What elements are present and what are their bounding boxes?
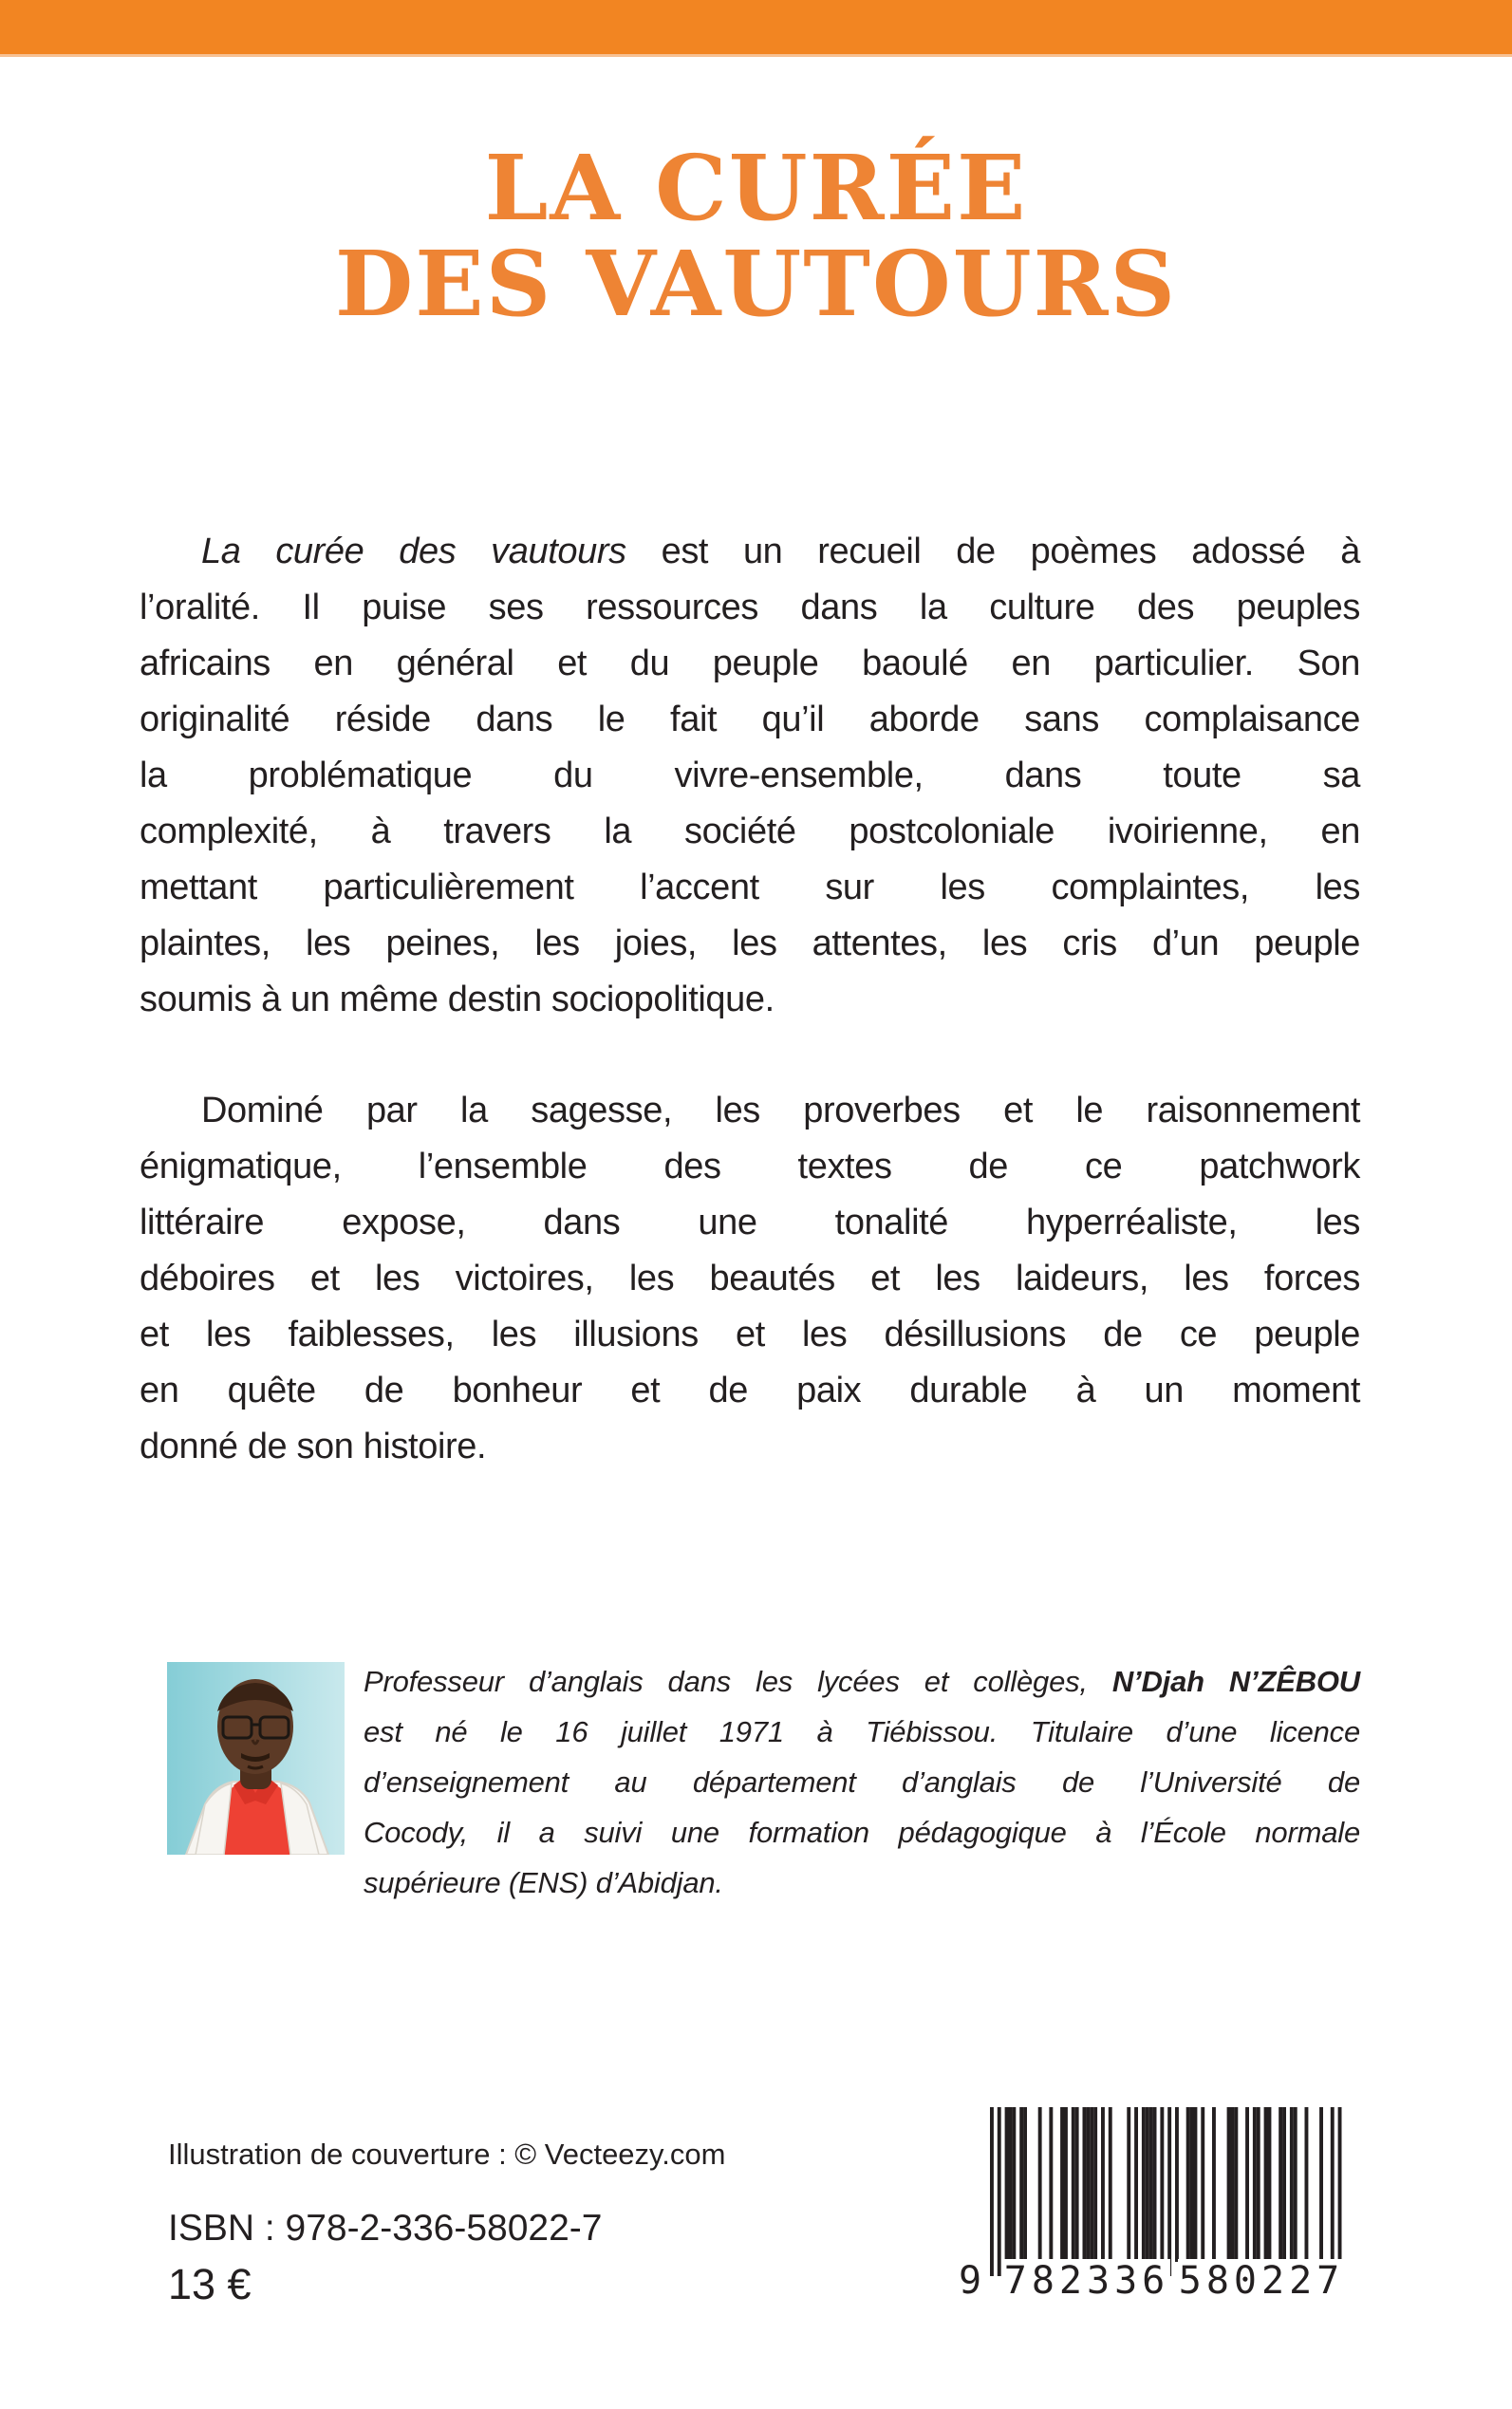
book-title-line1: LA CURÉE <box>484 136 1028 241</box>
book-title-line2: DES VAUTOURS <box>334 232 1178 337</box>
author-portrait-image <box>167 1662 345 1855</box>
barcode-digit-lead: 9 <box>959 2259 989 2303</box>
author-bio: Professeur d’anglais dans les lycées et collèges, N’Djah N’ZÊBOU est né le 16 juillet 1971 à Tiébissou. Titulaire d’une licence d’enseignement au département d’anglais de l’Université de Cocody, il a suivi une formation pédagogique à l’École normale supérieure (ENS) d’Abidjan. <box>364 1665 1360 1899</box>
barcode-digits <box>959 2259 1348 2302</box>
synopsis-paragraph-1: La curée des vautours est un recueil de poèmes adossé à l’oralité. Il puise ses ressources dans la culture des peuples africains en général et du peuple baoulé en particulier. Son originalité réside dans le fait qu’il aborde sans complaisance la problématique du vivre-ensemble, dans toute sa complexité, à travers la société postcoloniale ivoirienne, en mettant particulièrement l’accent sur les complaintes, les plaintes, les peines, les joies, les attentes, les cris d’un peuple soumis à un même destin sociopolitique. <box>140 532 1360 1019</box>
isbn-text: ISBN : 978-2-336-58022-7 <box>168 2208 603 2249</box>
barcode-digit-group1: 782336 <box>1003 2259 1170 2303</box>
barcode-digit-group2: 580227 <box>1178 2259 1345 2303</box>
price-text: 13 € <box>168 2260 252 2308</box>
barcode-bars <box>990 2107 1342 2276</box>
top-orange-band <box>0 0 1512 57</box>
cover-illustration-credit: Illustration de couverture : © Vecteezy.com <box>168 2138 726 2171</box>
synopsis <box>140 524 1360 1475</box>
synopsis-paragraph-2: Dominé par la sagesse, les proverbes et le raisonnement énigmatique, l’ensemble des textes de ce patchwork littéraire expose, dans une tonalité hyperréaliste, les déboires et les victoires, les beautés et les laideurs, les forces et les faiblesses, les illusions et les désillusions de ce peuple en quête de bonheur et de paix durable à un moment donné de son histoire. <box>140 1091 1360 1466</box>
barcode <box>959 2107 1348 2302</box>
book-title <box>0 136 1512 337</box>
author-photo <box>167 1662 345 1855</box>
